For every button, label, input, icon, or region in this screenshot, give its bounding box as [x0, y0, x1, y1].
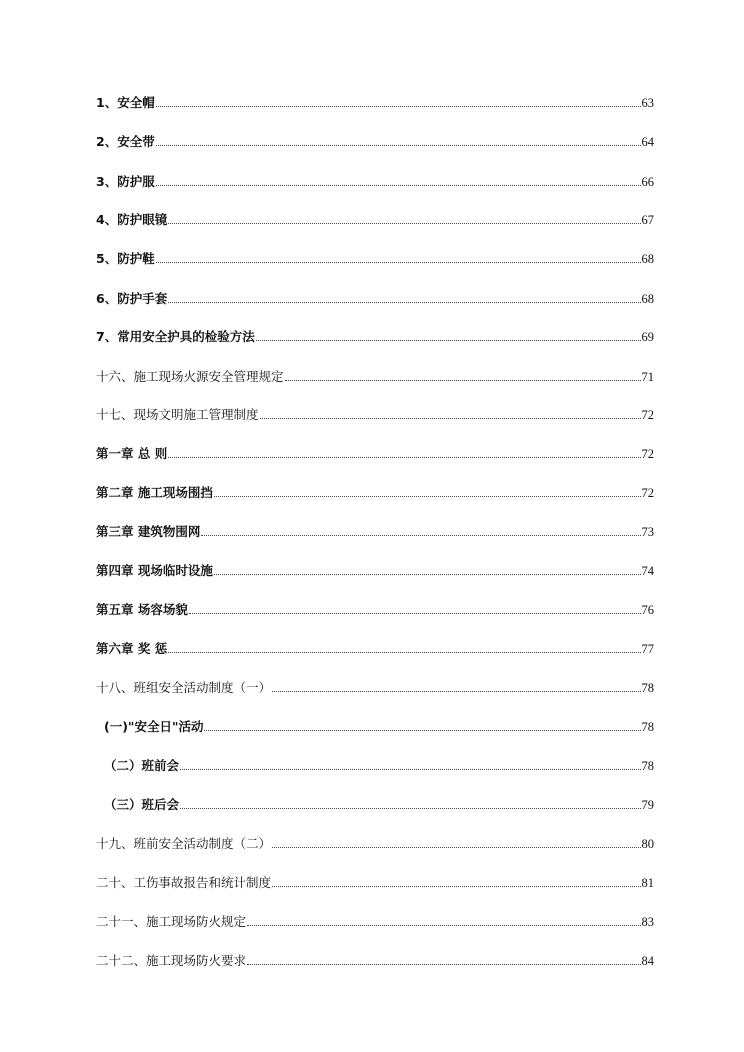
toc-entry-pre-shift-meeting[interactable] — [104, 754, 654, 774]
dot-leader — [204, 729, 640, 731]
toc-entry-title: 1、安全帽 — [96, 95, 155, 110]
dot-leader — [156, 144, 641, 146]
toc-entry-page: 77 — [641, 642, 654, 656]
toc-entry-title: (一)"安全日"活动 — [104, 719, 204, 734]
toc-entry-title: 第三章 建筑物围网 — [96, 524, 201, 539]
toc-entry-section-19[interactable] — [96, 832, 654, 852]
toc-entry-chapter-6[interactable] — [96, 637, 654, 657]
dot-leader — [272, 885, 640, 887]
toc-entry-title: （二）班前会 — [104, 758, 180, 773]
toc-entry-title: 6、防护手套 — [96, 291, 168, 306]
toc-entry-chapter-2[interactable] — [96, 481, 654, 501]
toc-entry-page: 74 — [641, 564, 654, 578]
toc-entry-chapter-4[interactable] — [96, 559, 654, 579]
dot-leader — [189, 612, 641, 614]
dot-leader — [214, 495, 641, 497]
toc-entry-title: 二十、工伤事故报告和统计制度 — [96, 875, 272, 890]
toc-entry-page: 68 — [641, 292, 654, 306]
dot-leader — [168, 222, 640, 224]
toc-entry-title: 二十一、施工现场防火规定 — [96, 914, 247, 929]
toc-entry-title: 第二章 施工现场围挡 — [96, 485, 213, 500]
toc-entry-chapter-5[interactable] — [96, 598, 654, 618]
toc-entry-title: 第五章 场容场貌 — [96, 602, 188, 617]
toc-entry-page: 84 — [641, 954, 654, 968]
toc-entry-page: 66 — [641, 175, 654, 189]
toc-entry-page: 78 — [641, 681, 654, 695]
toc-entry-protective-gloves[interactable] — [96, 287, 654, 307]
toc-entry-title: 第六章 奖 惩 — [96, 641, 168, 656]
toc-entry-title: 十七、现场文明施工管理制度 — [96, 407, 259, 422]
dot-leader — [247, 963, 640, 965]
toc-entry-page: 83 — [641, 915, 654, 929]
dot-leader — [247, 924, 640, 926]
toc-entry-safety-belt[interactable] — [96, 130, 654, 150]
dot-leader — [156, 184, 641, 186]
dot-leader — [260, 417, 641, 419]
dot-leader — [214, 573, 641, 575]
toc-entry-safety-helmet[interactable] — [96, 91, 654, 111]
toc-entry-title: 第一章 总 则 — [96, 446, 168, 461]
toc-entry-title: 5、防护鞋 — [96, 251, 155, 266]
dot-leader — [168, 456, 640, 458]
toc-entry-chapter-3[interactable] — [96, 520, 654, 540]
toc-entry-page: 69 — [641, 330, 654, 344]
toc-entry-protective-clothing[interactable] — [96, 170, 654, 190]
toc-entry-page: 67 — [641, 213, 654, 227]
toc-entry-chapter-1[interactable] — [96, 442, 654, 462]
toc-entry-page: 73 — [641, 525, 654, 539]
toc-entry-page: 72 — [641, 408, 654, 422]
toc-entry-inspection-methods[interactable] — [96, 325, 654, 345]
toc-entry-page: 63 — [641, 96, 654, 110]
toc-entry-page: 72 — [641, 486, 654, 500]
toc-entry-title: 二十二、施工现场防火要求 — [96, 953, 247, 968]
toc-entry-title: 第四章 现场临时设施 — [96, 563, 213, 578]
dot-leader — [201, 534, 640, 536]
toc-entry-section-16[interactable] — [96, 365, 654, 385]
toc-entry-title: 4、防护眼镜 — [96, 212, 168, 227]
dot-leader — [168, 651, 640, 653]
toc-entry-page: 81 — [641, 876, 654, 890]
toc-entry-page: 68 — [641, 252, 654, 266]
toc-entry-title: 3、防护服 — [96, 174, 155, 189]
dot-leader — [180, 768, 640, 770]
toc-entry-page: 78 — [641, 720, 654, 734]
dot-leader — [168, 301, 640, 303]
dot-leader — [272, 846, 640, 848]
dot-leader — [256, 339, 641, 341]
toc-entry-section-20[interactable] — [96, 871, 654, 891]
dot-leader — [272, 690, 640, 692]
toc-entry-page: 71 — [641, 370, 654, 384]
dot-leader — [285, 379, 641, 381]
toc-entry-section-17[interactable] — [96, 403, 654, 423]
toc-entry-page: 76 — [641, 603, 654, 617]
toc-entry-page: 78 — [641, 759, 654, 773]
toc-entry-page: 64 — [641, 135, 654, 149]
toc-entry-title: 7、常用安全护具的检验方法 — [96, 329, 255, 344]
toc-entry-title: 十六、施工现场火源安全管理规定 — [96, 369, 284, 384]
toc-entry-page: 72 — [641, 447, 654, 461]
toc-entry-protective-shoes[interactable] — [96, 247, 654, 267]
toc-entry-section-21[interactable] — [96, 910, 654, 930]
toc-entry-protective-glasses[interactable] — [96, 208, 654, 228]
toc-entry-post-shift-meeting[interactable] — [104, 793, 654, 813]
toc-entry-section-22[interactable] — [96, 949, 654, 969]
dot-leader — [156, 105, 641, 107]
toc-entry-safety-day[interactable] — [104, 715, 654, 735]
dot-leader — [156, 261, 641, 263]
toc-entry-title: 十九、班前安全活动制度（二） — [96, 836, 272, 851]
toc-entry-page: 80 — [641, 837, 654, 851]
toc-entry-title: 2、安全带 — [96, 134, 155, 149]
toc-entry-title: （三）班后会 — [104, 797, 180, 812]
toc-entry-page: 79 — [641, 798, 654, 812]
toc-entry-section-18[interactable] — [96, 676, 654, 696]
toc-entry-title: 十八、班组安全活动制度（一） — [96, 680, 272, 695]
dot-leader — [180, 807, 640, 809]
